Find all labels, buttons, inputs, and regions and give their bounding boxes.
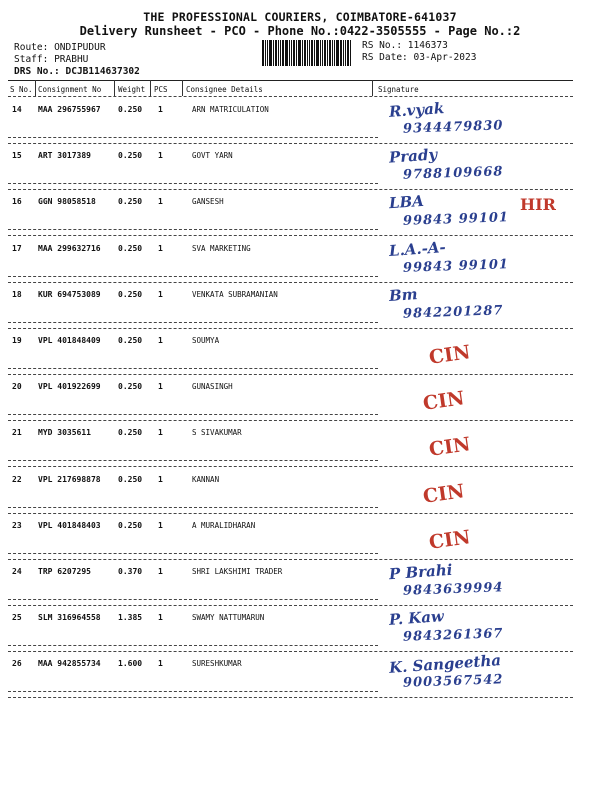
handwritten-phone: 9788109668	[402, 164, 504, 183]
barcode-bar	[320, 40, 321, 66]
document-subtitle: Delivery Runsheet - PCO - Phone No.:0422-3505555 - Page No.:2	[79, 24, 521, 38]
row-weight: 0.250	[118, 520, 143, 530]
route-value: ONDIPUDUR	[54, 42, 106, 53]
signature-cell	[375, 101, 585, 145]
signature-cell	[375, 517, 585, 561]
staff-value: PRABHU	[54, 54, 89, 65]
row-weight: 0.250	[118, 105, 143, 114]
handwritten-signature: LBA	[388, 192, 425, 213]
row-weight: 0.250	[118, 382, 143, 392]
barcode-bar	[316, 40, 319, 66]
signature-cell	[375, 193, 585, 237]
row-consignment: SLM 316964558	[38, 613, 101, 623]
signature-cell	[375, 332, 585, 376]
barcode-bar	[269, 40, 272, 66]
col-divider	[372, 80, 373, 96]
row-consignee: ARN MATRICULATION	[192, 105, 269, 114]
row-sno: 22	[12, 474, 22, 484]
row-separator	[8, 374, 573, 375]
barcode-bar	[329, 40, 331, 66]
row-pcs: 1	[158, 474, 163, 484]
col-sno: S No.	[10, 85, 33, 94]
barcode-bar	[336, 40, 339, 66]
row-separator	[8, 697, 573, 698]
row-consignment: MYD 3035611	[38, 428, 91, 438]
barcode-bar	[275, 40, 277, 66]
handwritten-signature: K. Sangeetha	[388, 651, 502, 678]
row-separator	[8, 276, 378, 277]
row-consignee: SWAMY NATTUMARUN	[192, 613, 265, 623]
row-consignment: MAA 296755967	[38, 105, 101, 114]
rs-no-value: 1146373	[407, 40, 448, 51]
barcode-bar	[332, 40, 333, 66]
row-consignee: VENKATA SUBRAMANIAN	[192, 289, 278, 299]
handwritten-mark: CIN	[421, 479, 466, 508]
row-consignment: KUR 694753089	[38, 289, 101, 299]
handwritten-signature: Prady	[388, 145, 438, 167]
row-weight: 0.370	[118, 567, 143, 576]
barcode-bar	[340, 40, 342, 66]
signature-cell	[375, 286, 585, 330]
row-separator	[8, 368, 378, 369]
row-weight: 0.250	[118, 151, 143, 161]
signature-cell	[375, 471, 585, 515]
barcode-bar	[296, 40, 297, 66]
row-consignee: GOVT YARN	[192, 151, 233, 161]
row-separator	[8, 553, 378, 554]
barcode-bar	[285, 40, 288, 66]
route-line	[14, 42, 106, 53]
row-sno: 24	[12, 567, 22, 576]
handwritten-phone: 99843 99101	[402, 210, 510, 230]
drs-label: DRS No.:	[14, 66, 60, 77]
row-consignee: GANSESH	[192, 197, 224, 207]
row-separator	[8, 645, 378, 646]
row-separator	[8, 605, 573, 606]
barcode-bar	[298, 40, 301, 66]
handwritten-signature: Bm	[388, 284, 419, 305]
signature-cell	[375, 609, 585, 653]
row-consignee: S SIVAKUMAR	[192, 428, 242, 438]
handwritten-mark: CIN	[421, 387, 466, 415]
row-separator	[8, 513, 573, 514]
barcode-bar	[324, 40, 326, 66]
row-sno: 25	[12, 613, 22, 623]
signature-cell	[375, 560, 585, 607]
barcode-bar	[343, 40, 344, 66]
signature-cell	[375, 378, 585, 422]
rs-no-label: RS No.:	[362, 40, 403, 51]
row-sno: 21	[12, 428, 22, 438]
row-pcs: 1	[158, 336, 163, 345]
col-signature: Signature	[378, 85, 419, 94]
row-pcs: 1	[158, 613, 163, 623]
staff-line	[14, 54, 88, 65]
row-separator	[8, 507, 378, 508]
row-separator	[8, 322, 378, 323]
rs-date-label: RS Date:	[362, 52, 408, 63]
handwritten-phone: 9003567542	[402, 672, 504, 692]
row-pcs: 1	[158, 520, 163, 530]
barcode-bar	[322, 40, 323, 66]
barcode-image	[262, 40, 354, 66]
row-consignee: A MURALIDHARAN	[192, 520, 256, 530]
row-separator	[8, 229, 378, 230]
barcode-bar	[262, 40, 264, 66]
barcode-bar	[350, 40, 351, 66]
handwritten-signature: R.vyak	[388, 99, 445, 121]
barcode-bar	[311, 40, 313, 66]
handwritten-phone: 9344479830	[402, 118, 504, 137]
row-pcs: 1	[158, 105, 163, 114]
signature-cell	[375, 237, 585, 284]
handwritten-signature: P Brahi	[388, 560, 453, 584]
row-pcs: 1	[158, 243, 163, 253]
row-sno: 18	[12, 289, 22, 299]
barcode-bar	[282, 40, 284, 66]
row-sno: 20	[12, 382, 22, 392]
handwritten-phone: 9843639994	[402, 580, 504, 599]
row-separator	[8, 460, 378, 461]
row-sno: 16	[12, 197, 22, 207]
barcode-bar	[347, 40, 349, 66]
row-pcs: 1	[158, 659, 163, 669]
barcode-bar	[265, 40, 266, 66]
barcode-bar	[291, 40, 292, 66]
rs-no-line	[362, 40, 448, 51]
row-consignee: SURESHKUMAR	[192, 659, 242, 669]
row-weight: 0.250	[118, 243, 143, 253]
col-divider	[182, 80, 183, 96]
barcode-bar	[293, 40, 295, 66]
barcode-bar	[289, 40, 290, 66]
row-weight: 0.250	[118, 336, 143, 345]
row-pcs: 1	[158, 289, 163, 299]
barcode-bar	[345, 40, 346, 66]
row-consignment: MAA 299632716	[38, 243, 101, 253]
barcode-bar	[267, 40, 268, 66]
row-separator	[8, 691, 378, 692]
row-weight: 0.250	[118, 289, 143, 299]
col-weight: Weight	[118, 85, 146, 94]
row-consignment: ART 3017389	[38, 151, 91, 161]
row-separator	[8, 466, 573, 467]
row-consignee: SVA MARKETING	[192, 243, 251, 253]
row-separator	[8, 137, 378, 138]
row-consignee: SOUMYA	[192, 336, 220, 345]
row-sno: 15	[12, 151, 22, 161]
staff-label: Staff:	[14, 54, 49, 65]
row-separator	[8, 599, 378, 600]
handwritten-mark: CIN	[427, 526, 472, 554]
barcode-bar	[307, 40, 308, 66]
barcode-bar	[327, 40, 328, 66]
row-weight: 0.250	[118, 197, 143, 207]
row-separator	[8, 189, 573, 190]
barcode-bar	[304, 40, 306, 66]
row-sno: 26	[12, 659, 22, 669]
row-separator	[8, 559, 573, 560]
row-weight: 1.385	[118, 613, 143, 623]
row-sno: 23	[12, 520, 22, 530]
row-separator	[8, 414, 378, 415]
col-divider	[150, 80, 151, 96]
drs-value: DCJB114637302	[65, 66, 140, 77]
barcode-bar	[334, 40, 335, 66]
handwritten-mark: HIR	[520, 195, 556, 215]
handwritten-signature: P. Kaw	[388, 607, 445, 630]
col-consignment: Consignment No	[38, 85, 102, 94]
row-separator	[8, 282, 573, 283]
col-divider	[114, 80, 115, 96]
col-consignee: Consignee Details	[186, 85, 263, 94]
row-consignment: VPL 401848409	[38, 336, 101, 345]
signature-cell	[375, 147, 585, 191]
barcode-bar	[314, 40, 315, 66]
handwritten-phone: 9842201287	[402, 303, 504, 322]
table-header-rule	[8, 96, 573, 97]
handwritten-phone: 99843 99101	[402, 256, 510, 276]
row-weight: 0.250	[118, 474, 143, 484]
col-pcs: PCS	[154, 85, 168, 94]
row-consignment: VPL 217698878	[38, 474, 101, 484]
row-consignment: TRP 6207295	[38, 567, 91, 576]
barcode-bar	[278, 40, 279, 66]
barcode-bar	[309, 40, 310, 66]
row-pcs: 1	[158, 567, 163, 576]
row-consignment: MAA 942855734	[38, 659, 101, 669]
row-pcs: 1	[158, 382, 163, 392]
row-sno: 14	[12, 105, 22, 114]
handwritten-signature: L.A.-A-	[388, 237, 447, 260]
handwritten-mark: CIN	[427, 433, 472, 462]
drs-line	[14, 66, 140, 77]
row-pcs: 1	[158, 197, 163, 207]
barcode-bar	[302, 40, 303, 66]
row-pcs: 1	[158, 151, 163, 161]
row-separator	[8, 328, 573, 329]
row-consignee: SHRI LAKSHIMI TRADER	[192, 567, 283, 576]
col-divider	[35, 80, 36, 96]
row-pcs: 1	[158, 428, 163, 438]
table-top-rule	[8, 80, 573, 81]
route-label: Route:	[14, 42, 49, 53]
document-title: THE PROFESSIONAL COURIERS, COIMBATORE-641037	[143, 10, 457, 24]
row-separator	[8, 235, 573, 236]
row-separator	[8, 420, 573, 421]
row-consignment: GGN 98058518	[38, 197, 96, 207]
rs-date-value: 03-Apr-2023	[413, 52, 477, 63]
row-separator	[8, 143, 573, 144]
row-consignee: KANNAN	[192, 474, 220, 484]
signature-cell	[375, 651, 585, 699]
signature-cell	[375, 424, 585, 468]
barcode-bar	[273, 40, 274, 66]
row-weight: 1.600	[118, 659, 143, 669]
row-consignee: GUNASINGH	[192, 382, 233, 392]
handwritten-phone: 9843261367	[402, 626, 504, 645]
handwritten-mark: CIN	[427, 341, 472, 369]
row-consignment: VPL 401922699	[38, 382, 101, 392]
rs-date-line	[362, 52, 476, 63]
row-sno: 19	[12, 336, 22, 345]
row-consignment: VPL 401848403	[38, 520, 101, 530]
row-weight: 0.250	[118, 428, 143, 438]
row-separator	[8, 183, 378, 184]
barcode-bar	[280, 40, 281, 66]
row-sno: 17	[12, 243, 22, 253]
